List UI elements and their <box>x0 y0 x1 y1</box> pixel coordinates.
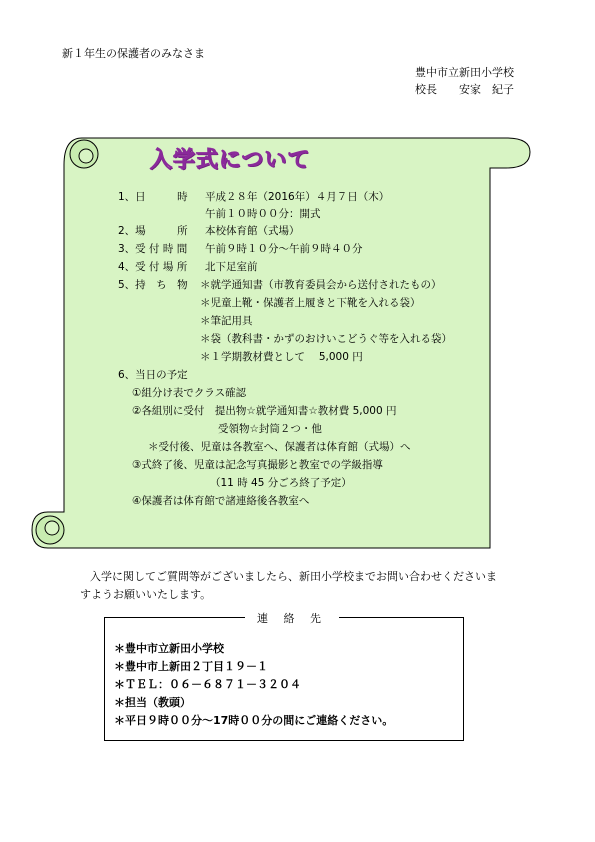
contact-line: ＊豊中市立新田小学校 <box>114 642 224 655</box>
date-time: 午前１０時００分：開式 <box>205 208 321 220</box>
contact-line: ＊ＴＥＬ：０６－６８７１－３２０４ <box>114 678 301 691</box>
bring-label: 5、持 ち 物 <box>118 279 188 291</box>
footer-text: 入学に関してご質問等がございましたら、新田小学校までお問い合わせくださいま <box>90 570 497 583</box>
contact-line: ＊豊中市上新田２丁目１９－１ <box>114 660 268 673</box>
contact-line: ＊平日９時００分～17時００分の間にご連絡ください。 <box>114 714 394 727</box>
schedule-label: 6、当日の予定 <box>118 369 188 381</box>
scroll-curl-bottom-inner <box>45 521 59 535</box>
reception-time-value: 午前９時１０分～午前９時４０分 <box>205 243 363 255</box>
bring-item: ＊就学通知書（市教育委員会から送付されたもの） <box>200 279 442 291</box>
scroll-curl-top-inner <box>79 149 93 163</box>
place-value: 本校体育館（式場） <box>205 225 300 237</box>
contact-line: ＊担当（教頭） <box>114 696 191 709</box>
schedule-item: ①組分け表でクラス確認 <box>132 387 247 399</box>
school-name: 豊中市立新田小学校 <box>415 66 514 79</box>
bring-item: ＊１学期教材費として 5,000 円 <box>200 351 363 363</box>
contact-heading: 連 絡 先 <box>245 610 339 626</box>
reception-place-value: 北下足室前 <box>205 261 258 273</box>
principal-name: 校長 安家 紀子 <box>415 83 514 96</box>
reception-place-label: 4、受 付 場 所 <box>118 261 188 273</box>
place-label: 2、場 所 <box>118 225 188 237</box>
greeting: 新１年生の保護者のみなさま <box>62 47 205 60</box>
footer-text: すようお願いいたします。 <box>80 588 212 601</box>
notice-title: 入学式について <box>150 148 311 173</box>
schedule-item: ④保護者は体育館で諸連絡後各教室へ <box>132 495 310 507</box>
reception-time-label: 3、受 付 時 間 <box>118 243 188 255</box>
date-label: 1、日 時 <box>118 191 188 203</box>
date-value: 平成２８年（2016年）４月７日（木） <box>205 191 390 203</box>
bring-item: ＊袋（教科書・かずのおけいこどうぐ等を入れる袋） <box>200 333 452 345</box>
schedule-item: ③式終了後、児童は記念写真撮影と教室での学級指導 <box>132 459 383 471</box>
schedule-item: ②各組別に受付 提出物☆就学通知書☆教材費 5,000 円 <box>132 405 397 417</box>
schedule-item: ＊受付後、児童は各教室へ、保護者は体育館（式場）へ <box>148 441 411 453</box>
bring-item: ＊筆記用具 <box>200 315 253 327</box>
bring-item: ＊児童上靴・保護者上履きと下靴を入れる袋） <box>200 297 421 309</box>
schedule-item: （11 時 45 分ごろ終了予定） <box>210 477 352 489</box>
schedule-item: 受領物☆封筒２つ・他 <box>218 423 322 435</box>
